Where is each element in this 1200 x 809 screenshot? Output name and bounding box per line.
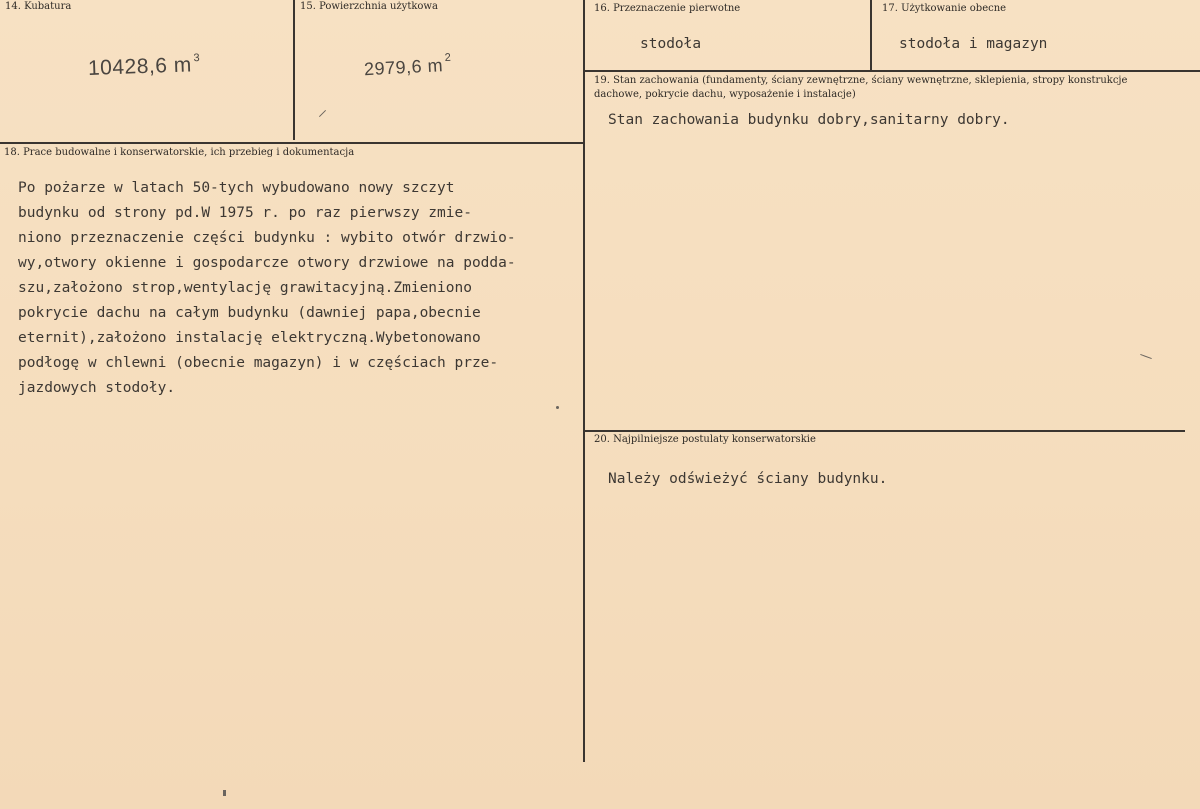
field-18-line: niono przeznaczenie części budynku : wybito otwór drzwio- — [18, 230, 516, 246]
field-18-line: Po pożarze w latach 50-tych wybudowano nowy szczyt — [18, 180, 455, 196]
field-19-label: 19. Stan zachowania (fundamenty, ściany zewnętrzne, ściany wewnętrzne, sklepienia, stropy konstrukcje dachowe, pokrycie dachu, wyposażenie i instalacje) — [594, 75, 1128, 100]
field-18-line: pokrycie dachu na całym budynku (dawniej papa,obecnie — [18, 305, 481, 321]
divider-row1-right — [585, 70, 1200, 72]
divider-row1-left — [0, 142, 583, 144]
pen-mark — [1140, 354, 1152, 359]
field-18-line: szu,założono strop,wentylację grawitacyjną.Zmieniono — [18, 280, 472, 296]
field-15-value: 2979,6 $m^2$ — [363, 51, 452, 80]
field-18-line: budynku od strony pd.W 1975 r. po raz pierwszy zmie- — [18, 205, 472, 221]
divider-16-17 — [870, 0, 872, 70]
field-18-label: 18. Prace budowalne i konserwatorskie, ich przebieg i dokumentacja — [4, 147, 355, 158]
field-20-label: 20. Najpilniejsze postulaty konserwatorskie — [594, 434, 816, 445]
divider-main-vertical — [583, 0, 585, 762]
pen-mark — [556, 406, 559, 409]
field-18-line: podłogę w chlewni (obecnie magazyn) i w częściach prze- — [18, 355, 499, 371]
field-17-label: 17. Użytkowanie obecne — [882, 3, 1007, 14]
field-14-value: 10428,6 $m^3$ — [87, 52, 201, 80]
field-18-text — [18, 176, 516, 401]
field-18-line: jazdowych stodoły. — [18, 380, 176, 396]
pen-mark — [319, 110, 326, 117]
field-16-label: 16. Przeznaczenie pierwotne — [594, 3, 741, 14]
pen-mark — [223, 790, 226, 796]
field-20-value: Należy odświeżyć ściany budynku. — [608, 471, 888, 487]
divider-14-15 — [293, 0, 295, 140]
divider-19-20 — [585, 430, 1185, 432]
field-17-value: stodoła i magazyn — [899, 36, 1048, 52]
field-19-value: Stan zachowania budynku dobry,sanitarny dobry. — [608, 112, 1010, 128]
field-18-line: eternit),założono instalację elektryczną.Wybetonowano — [18, 330, 481, 346]
field-16-value: stodoła — [640, 36, 702, 52]
field-14-label: 14. Kubatura — [5, 1, 72, 12]
field-18-line: wy,otwory okienne i gospodarcze otwory drzwiowe na podda- — [18, 255, 516, 271]
field-15-label: 15. Powierzchnia użytkowa — [300, 1, 438, 12]
